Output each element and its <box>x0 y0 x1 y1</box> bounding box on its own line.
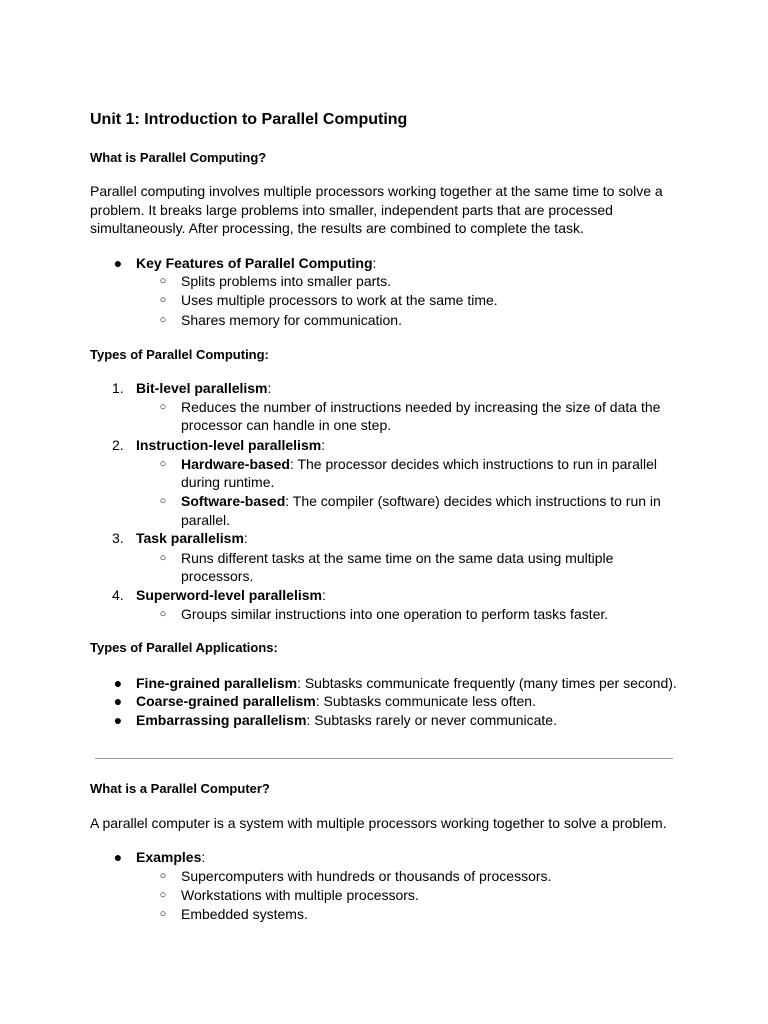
list-item: Uses multiple processors to work at the same time. <box>181 292 498 308</box>
circle-bullet-icon: ○ <box>159 314 167 326</box>
list-item: Embedded systems. <box>181 906 308 922</box>
application-item <box>136 674 677 693</box>
examples-label: Examples <box>136 849 202 865</box>
list-item <box>181 455 657 474</box>
list-item: Shares memory for communication. <box>181 312 402 328</box>
subtype-name: Software-based <box>181 493 286 509</box>
section-heading-what-is-parallel-computing: What is Parallel Computing? <box>90 150 267 165</box>
list-item: Supercomputers with hundreds or thousands of processors. <box>181 868 552 884</box>
examples-item <box>136 848 205 867</box>
intro-paragraph-line: Parallel computing involves multiple processors working together at the same time to solve a <box>90 183 663 199</box>
list-item: Groups similar instructions into one operation to perform tasks faster. <box>181 606 609 622</box>
intro-paragraph-line: problem. It breaks large problems into smaller, independent parts that are processed <box>90 202 613 218</box>
list-item: Splits problems into smaller parts. <box>181 273 392 289</box>
list-item: Runs different tasks at the same time on the same data using multiple <box>181 550 614 566</box>
key-features-label: Key Features of Parallel Computing <box>136 255 373 271</box>
type-name: Instruction-level parallelism <box>136 437 322 453</box>
list-item-continuation: processor can handle in one step. <box>181 417 392 433</box>
circle-bullet-icon: ○ <box>159 608 167 620</box>
key-features-item <box>136 254 376 273</box>
circle-bullet-icon: ○ <box>159 889 167 901</box>
application-name: Fine-grained parallelism <box>136 675 298 691</box>
circle-bullet-icon: ○ <box>159 275 167 287</box>
circle-bullet-icon: ○ <box>159 294 167 306</box>
type-item <box>136 586 326 605</box>
type-name: Task parallelism <box>136 530 244 546</box>
circle-bullet-icon: ○ <box>159 908 167 920</box>
list-item-continuation: during runtime. <box>181 474 275 490</box>
application-name: Coarse-grained parallelism <box>136 693 316 709</box>
subtype-name: Hardware-based <box>181 456 290 472</box>
section-heading-what-is-a-parallel-computer: What is a Parallel Computer? <box>90 781 270 796</box>
colon: : <box>321 587 326 603</box>
list-item-continuation: parallel. <box>181 512 231 528</box>
application-item <box>136 711 557 730</box>
list-item <box>181 492 661 511</box>
section-heading-types-of-parallel-applications: Types of Parallel Applications: <box>90 640 278 655</box>
type-item <box>136 379 271 398</box>
subtype-description: : The processor decides which instructions to run in parallel <box>289 456 657 472</box>
bullet-icon: ● <box>113 693 123 709</box>
definition-paragraph: A parallel computer is a system with multiple processors working together to solve a problem. <box>90 815 667 831</box>
circle-bullet-icon: ○ <box>159 458 167 470</box>
circle-bullet-icon: ○ <box>159 870 167 882</box>
colon: : <box>243 530 248 546</box>
type-item <box>136 436 325 455</box>
bullet-icon: ● <box>113 675 123 691</box>
application-item <box>136 692 536 711</box>
bullet-icon: ● <box>113 255 123 271</box>
list-number: 2. <box>112 437 124 453</box>
bullet-icon: ● <box>113 712 123 728</box>
circle-bullet-icon: ○ <box>159 495 167 507</box>
circle-bullet-icon: ○ <box>159 552 167 564</box>
bullet-icon: ● <box>113 849 123 865</box>
colon: : <box>201 849 206 865</box>
application-description: : Subtasks communicate frequently (many times per second). <box>297 675 677 691</box>
circle-bullet-icon: ○ <box>159 401 167 413</box>
type-name: Superword-level parallelism <box>136 587 322 603</box>
list-number: 4. <box>112 587 124 603</box>
list-item: Reduces the number of instructions needed by increasing the size of data the <box>181 399 661 415</box>
application-description: : Subtasks rarely or never communicate. <box>306 712 557 728</box>
colon: : <box>372 255 377 271</box>
section-heading-types-of-parallel-computing: Types of Parallel Computing: <box>90 347 269 362</box>
page-title: Unit 1: Introduction to Parallel Computing <box>90 111 408 128</box>
type-item <box>136 529 248 548</box>
application-name: Embarrassing parallelism <box>136 712 307 728</box>
horizontal-divider <box>95 758 673 759</box>
list-item-continuation: processors. <box>181 568 254 584</box>
intro-paragraph-line: simultaneously. After processing, the results are combined to complete the task. <box>90 220 584 236</box>
colon: : <box>267 380 272 396</box>
colon: : <box>321 437 326 453</box>
type-name: Bit-level parallelism <box>136 380 268 396</box>
subtype-description: : The compiler (software) decides which instructions to run in <box>285 493 661 509</box>
application-description: : Subtasks communicate less often. <box>315 693 536 709</box>
list-number: 1. <box>112 380 124 396</box>
list-number: 3. <box>112 530 124 546</box>
list-item: Workstations with multiple processors. <box>181 887 419 903</box>
